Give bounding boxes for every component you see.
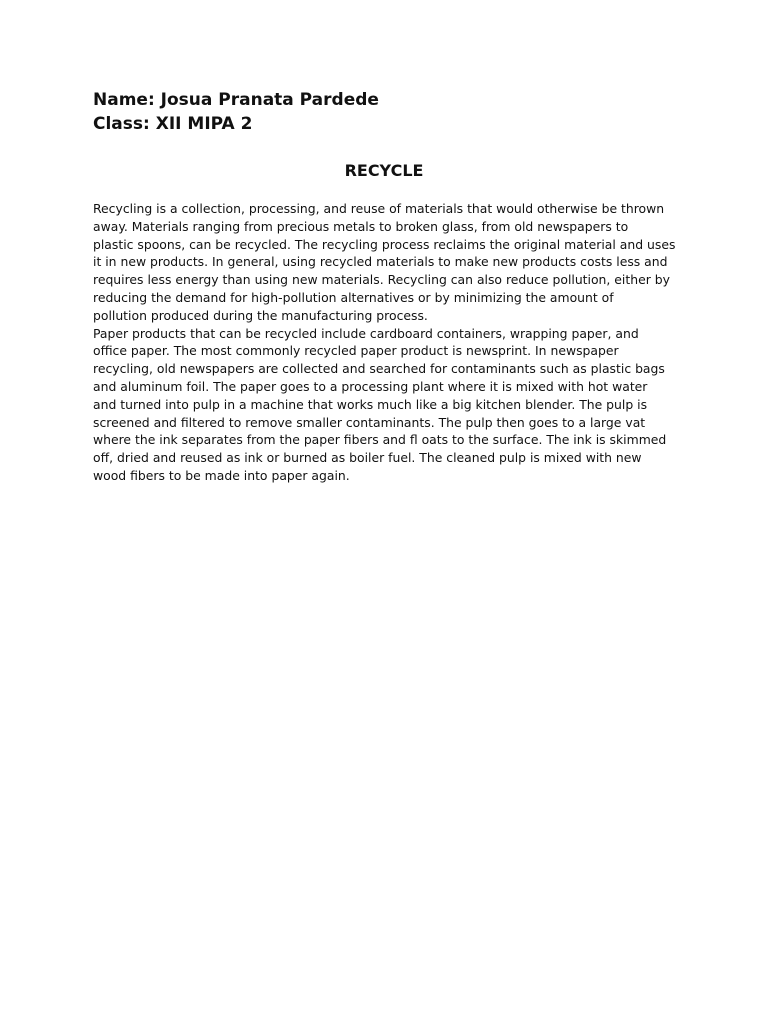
text-line: recycling, old newspapers are collected and searched for contaminants such as plastic bags <box>93 361 665 377</box>
student-class: Class: XII MIPA 2 <box>93 114 253 134</box>
text-line: requires less energy than using new materials. Recycling can also reduce pollution, either by <box>93 272 670 288</box>
text-line: Recycling is a collection, processing, and reuse of materials that would otherwise be thrown <box>93 201 665 216</box>
student-name: Name: Josua Pranata Pardede <box>93 90 379 110</box>
text-line: plastic spoons, can be recycled. The recycling process reclaims the original material and uses <box>93 236 676 252</box>
text-line: and turned into pulp in a machine that works much like a big kitchen blender. The pulp is <box>93 396 648 412</box>
paragraph-1 <box>93 200 683 325</box>
text-line: office paper. The most commonly recycled paper product is newsprint. In newspaper <box>93 343 619 359</box>
text-line: screened and filtered to remove smaller contaminants. The pulp then goes to a large vat <box>93 414 646 430</box>
document-title: RECYCLE <box>344 161 424 180</box>
student-info <box>93 88 653 136</box>
text-line: Paper products that can be recycled include cardboard containers, wrapping paper, and <box>93 325 639 341</box>
text-line: off, dried and reused as ink or burned as boiler fuel. The cleaned pulp is mixed with new <box>93 450 642 466</box>
text-line: wood fibers to be made into paper again. <box>93 467 350 483</box>
text-line: and aluminum foil. The paper goes to a processing plant where it is mixed with hot water <box>93 378 648 394</box>
text-line: pollution produced during the manufacturing process. <box>93 307 428 323</box>
text-line: where the ink separates from the paper fibers and fl oats to the surface. The ink is skimmed <box>93 432 667 448</box>
paragraph-2 <box>93 325 683 485</box>
text-line: away. Materials ranging from precious metals to broken glass, from old newspapers to <box>93 218 629 234</box>
text-line: it in new products. In general, using recycled materials to make new products costs less and <box>93 254 668 270</box>
text-line: reducing the demand for high-pollution alternatives or by minimizing the amount of <box>93 289 614 305</box>
document-body <box>93 200 683 485</box>
